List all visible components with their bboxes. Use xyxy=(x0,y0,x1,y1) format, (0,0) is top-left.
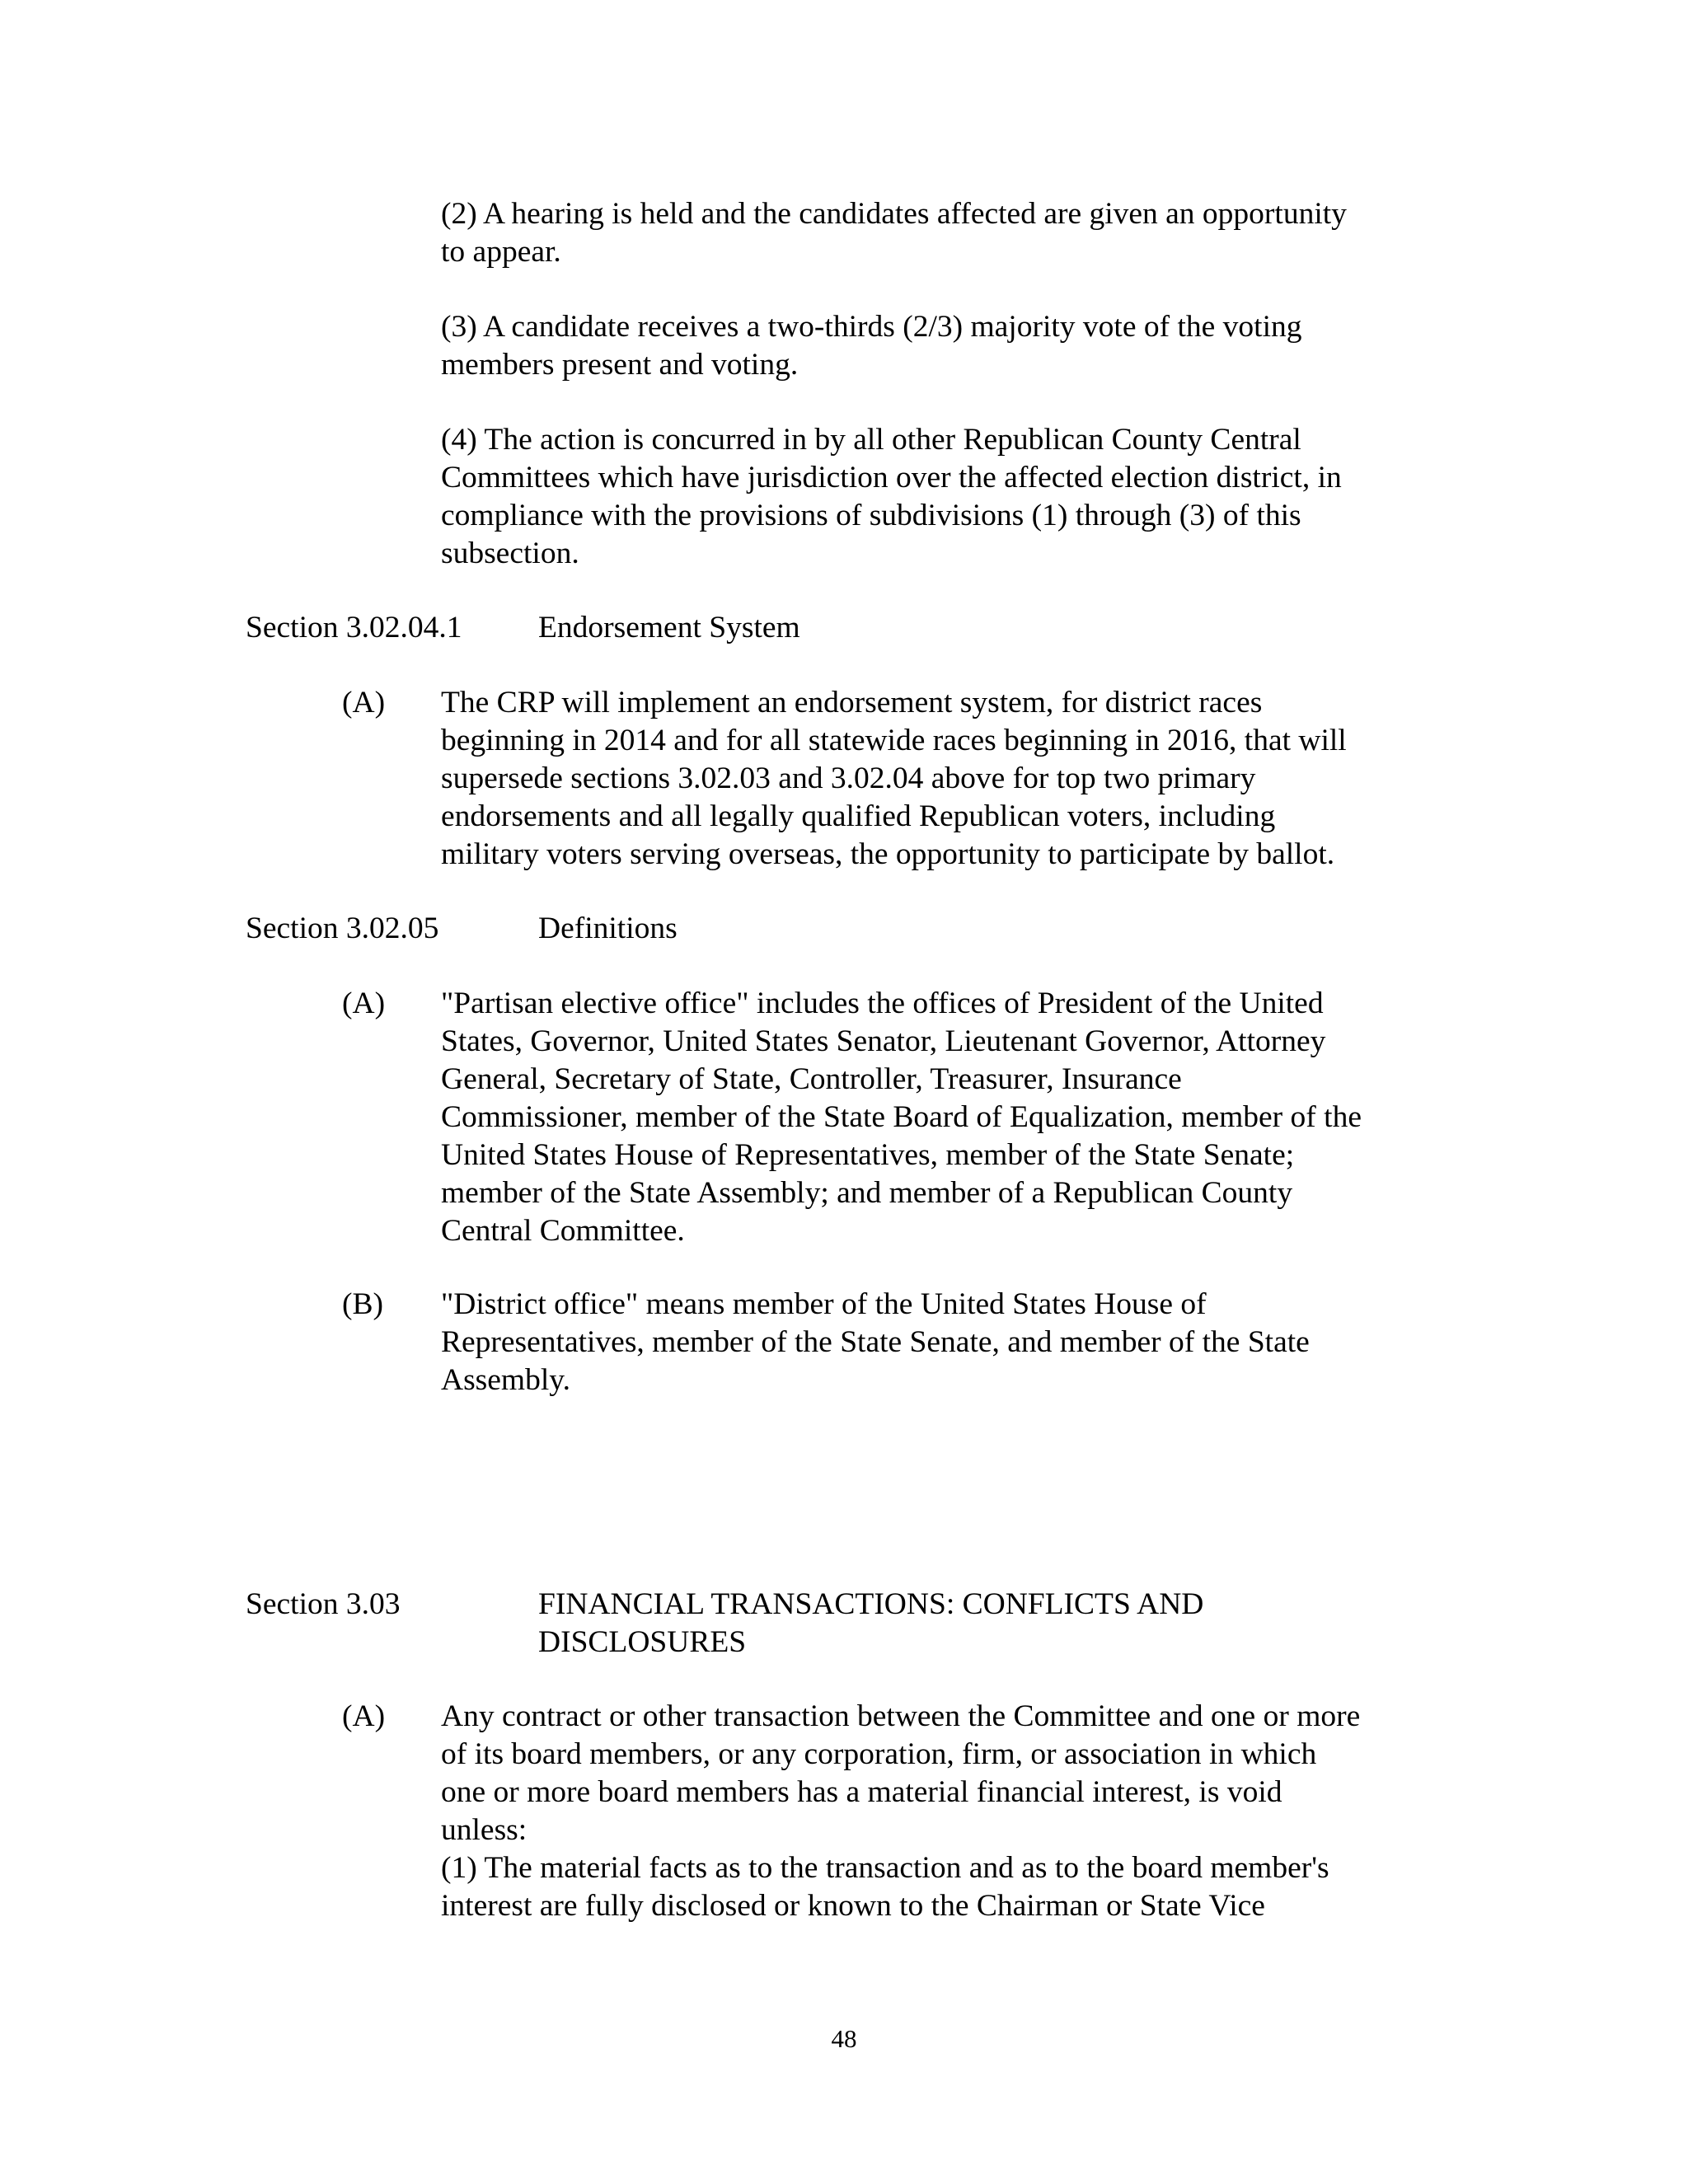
section-3-03-number: Section 3.03 xyxy=(246,1587,401,1621)
subdivision-2: (2) A hearing is held and the candidates affected are given an opportunity to appear. xyxy=(441,197,1347,269)
section-3-02-04-1-number: Section 3.02.04.1 xyxy=(246,611,462,644)
financial-paragraph-a: Any contract or other transaction between the Committee and one or more of its board members, or any corporation, firm, or association in which one or more board members has a material financial interest, is void unless: (1) The material facts as to the transaction and as to the board member's interest are fully disclosed or known to the Chairman or State Vice xyxy=(441,1699,1361,1923)
paragraph-label: (B) xyxy=(342,1287,383,1321)
section-3-03-title: FINANCIAL TRANSACTIONS: CONFLICTS AND DISCLOSURES xyxy=(538,1587,1204,1659)
subdivision-4: (4) The action is concurred in by all other Republican County Central Committees which have jurisdiction over the affected election district, in compliance with the provisions of subdivisions (1) through (3) of this subsection. xyxy=(441,423,1342,570)
subdivision-3: (3) A candidate receives a two-thirds (2/3) majority vote of the voting members present and voting. xyxy=(441,310,1302,382)
section-3-02-04-1-title: Endorsement System xyxy=(538,611,800,644)
endorsement-paragraph-a: The CRP will implement an endorsement system, for district races beginning in 2014 and for all statewide races beginning in 2016, that will supersede sections 3.02.03 and 3.02.04 above for top two primary endorsements and all legally qualified Republican voters, including military voters serving overseas, the opportunity to participate by ballot. xyxy=(441,686,1347,871)
paragraph-label: (A) xyxy=(342,1699,386,1733)
section-3-02-05-title: Definitions xyxy=(538,912,678,945)
page-number: 48 xyxy=(831,2024,857,2053)
paragraph-label: (A) xyxy=(342,987,386,1020)
definitions-paragraph-a: "Partisan elective office" includes the offices of President of the United States, Governor, United States Senator, Lieutenant Governor, Attorney General, Secretary of State, Controller, Treasurer, Insurance Commissioner, member of the State Board of Equalization, member of the United States House of Representatives, member of the State Senate; member of the State Assembly; and member of a Republican County Central Committee. xyxy=(441,987,1362,1248)
definitions-paragraph-b: "District office" means member of the United States House of Representatives, member of the State Senate, and member of the State Assembly. xyxy=(441,1287,1310,1397)
section-3-02-05-number: Section 3.02.05 xyxy=(246,912,439,945)
paragraph-label: (A) xyxy=(342,686,386,719)
